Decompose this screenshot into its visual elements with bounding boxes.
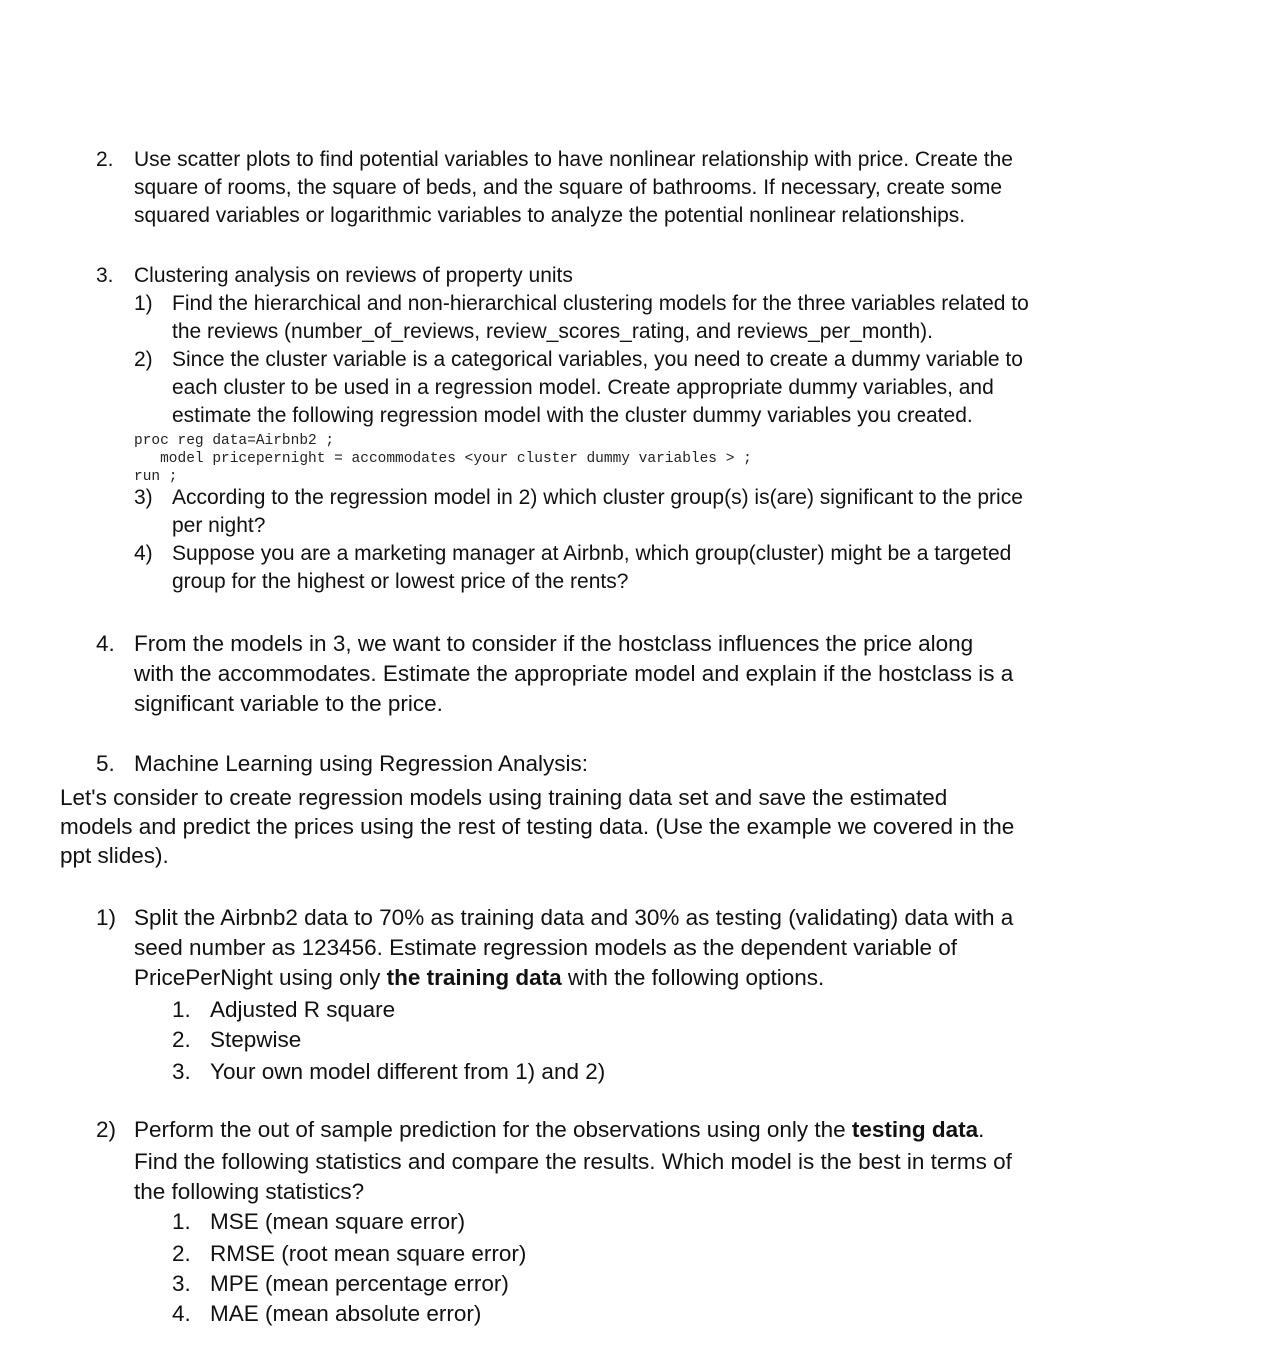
q5-intro-line: Let's consider to create regression models using training data set and save the estimated (60, 785, 948, 810)
q5-part1-line (134, 963, 824, 993)
list-number: 2. (172, 1027, 191, 1052)
q3-sub-number: 1) (134, 292, 153, 315)
q3-sub-line: the reviews (number_of_reviews, review_scores_rating, and reviews_per_month). (172, 320, 934, 343)
list-number: 2. (172, 1241, 191, 1266)
q5-title: Machine Learning using Regression Analysis: (134, 751, 589, 776)
q3-number: 3. (96, 264, 114, 287)
code-line: run ; (134, 469, 178, 485)
text-run: Perform the out of sample prediction for the observations using only the (134, 1117, 852, 1142)
code-line: proc reg data=Airbnb2 ; (134, 433, 335, 449)
text-run: PricePerNight using only (134, 965, 387, 990)
text-run: with the following options. (561, 965, 825, 990)
list-number: 1. (172, 1209, 191, 1234)
list-item: MSE (mean square error) (210, 1209, 466, 1234)
q3-sub-line: According to the regression model in 2) which cluster group(s) is(are) significant to the price (172, 486, 1023, 509)
q2-line: square of rooms, the square of beds, and the square of bathrooms. If necessary, create some (134, 176, 1003, 199)
q3-sub-line: estimate the following regression model with the cluster dummy variables you created. (172, 404, 973, 427)
text-run: . (978, 1117, 985, 1142)
q3-sub-number: 2) (134, 348, 153, 371)
list-item: MPE (mean percentage error) (210, 1271, 509, 1296)
list-item: Your own model different from 1) and 2) (210, 1059, 606, 1084)
bold-text: testing data (851, 1117, 979, 1142)
list-item: RMSE (root mean square error) (210, 1241, 527, 1266)
q3-sub-line: Suppose you are a marketing manager at Airbnb, which group(cluster) might be a targeted (172, 542, 1012, 565)
q2-number: 2. (96, 148, 114, 171)
q5-part1-line: Split the Airbnb2 data to 70% as training data and 30% as testing (validating) data with a (134, 905, 1014, 930)
list-item: Stepwise (210, 1027, 302, 1052)
q4-line: with the accommodates. Estimate the appropriate model and explain if the hostclass is a (134, 661, 1014, 686)
q3-sub-number: 4) (134, 542, 153, 565)
q5-part2-number: 2) (96, 1117, 117, 1142)
q5-part1-line: seed number as 123456. Estimate regression models as the dependent variable of (134, 935, 958, 960)
bold-text: the training data (386, 965, 562, 990)
list-item: MAE (mean absolute error) (210, 1301, 482, 1326)
q5-part1-number: 1) (96, 905, 117, 930)
list-number: 3. (172, 1271, 191, 1296)
q3-sub-line: per night? (172, 514, 266, 537)
q5-intro-line: ppt slides). (60, 843, 169, 868)
q3-sub-line: Since the cluster variable is a categorical variables, you need to create a dummy variable to (172, 348, 1023, 371)
q3-sub-line: group for the highest or lowest price of the rents? (172, 570, 629, 593)
q4-line: significant variable to the price. (134, 691, 443, 716)
list-number: 4. (172, 1301, 191, 1326)
list-item: Adjusted R square (210, 997, 396, 1022)
q2-line: squared variables or logarithmic variables to analyze the potential nonlinear relationships. (134, 204, 966, 227)
q4-number: 4. (96, 631, 115, 656)
list-number: 3. (172, 1059, 191, 1084)
q3-sub-number: 3) (134, 486, 153, 509)
q3-sub-line: each cluster to be used in a regression model. Create appropriate dummy variables, and (172, 376, 994, 399)
q3-sub-line: Find the hierarchical and non-hierarchical clustering models for the three variables related to (172, 292, 1029, 315)
q2-line: Use scatter plots to find potential variables to have nonlinear relationship with price. Create the (134, 148, 1013, 171)
q4-line: From the models in 3, we want to consider if the hostclass influences the price along (134, 631, 974, 656)
q5-part2-line: the following statistics? (134, 1179, 365, 1204)
q5-number: 5. (96, 751, 115, 776)
code-line: model pricepernight = accommodates <your cluster dummy variables > ; (134, 451, 752, 467)
q5-part2-line: Find the following statistics and compare the results. Which model is the best in terms of (134, 1149, 1012, 1174)
q5-intro-line: models and predict the prices using the rest of testing data. (Use the example we covered in the (60, 814, 1015, 839)
q5-part2-line (134, 1115, 984, 1145)
list-number: 1. (172, 997, 191, 1022)
q3-title: Clustering analysis on reviews of property units (134, 264, 573, 287)
